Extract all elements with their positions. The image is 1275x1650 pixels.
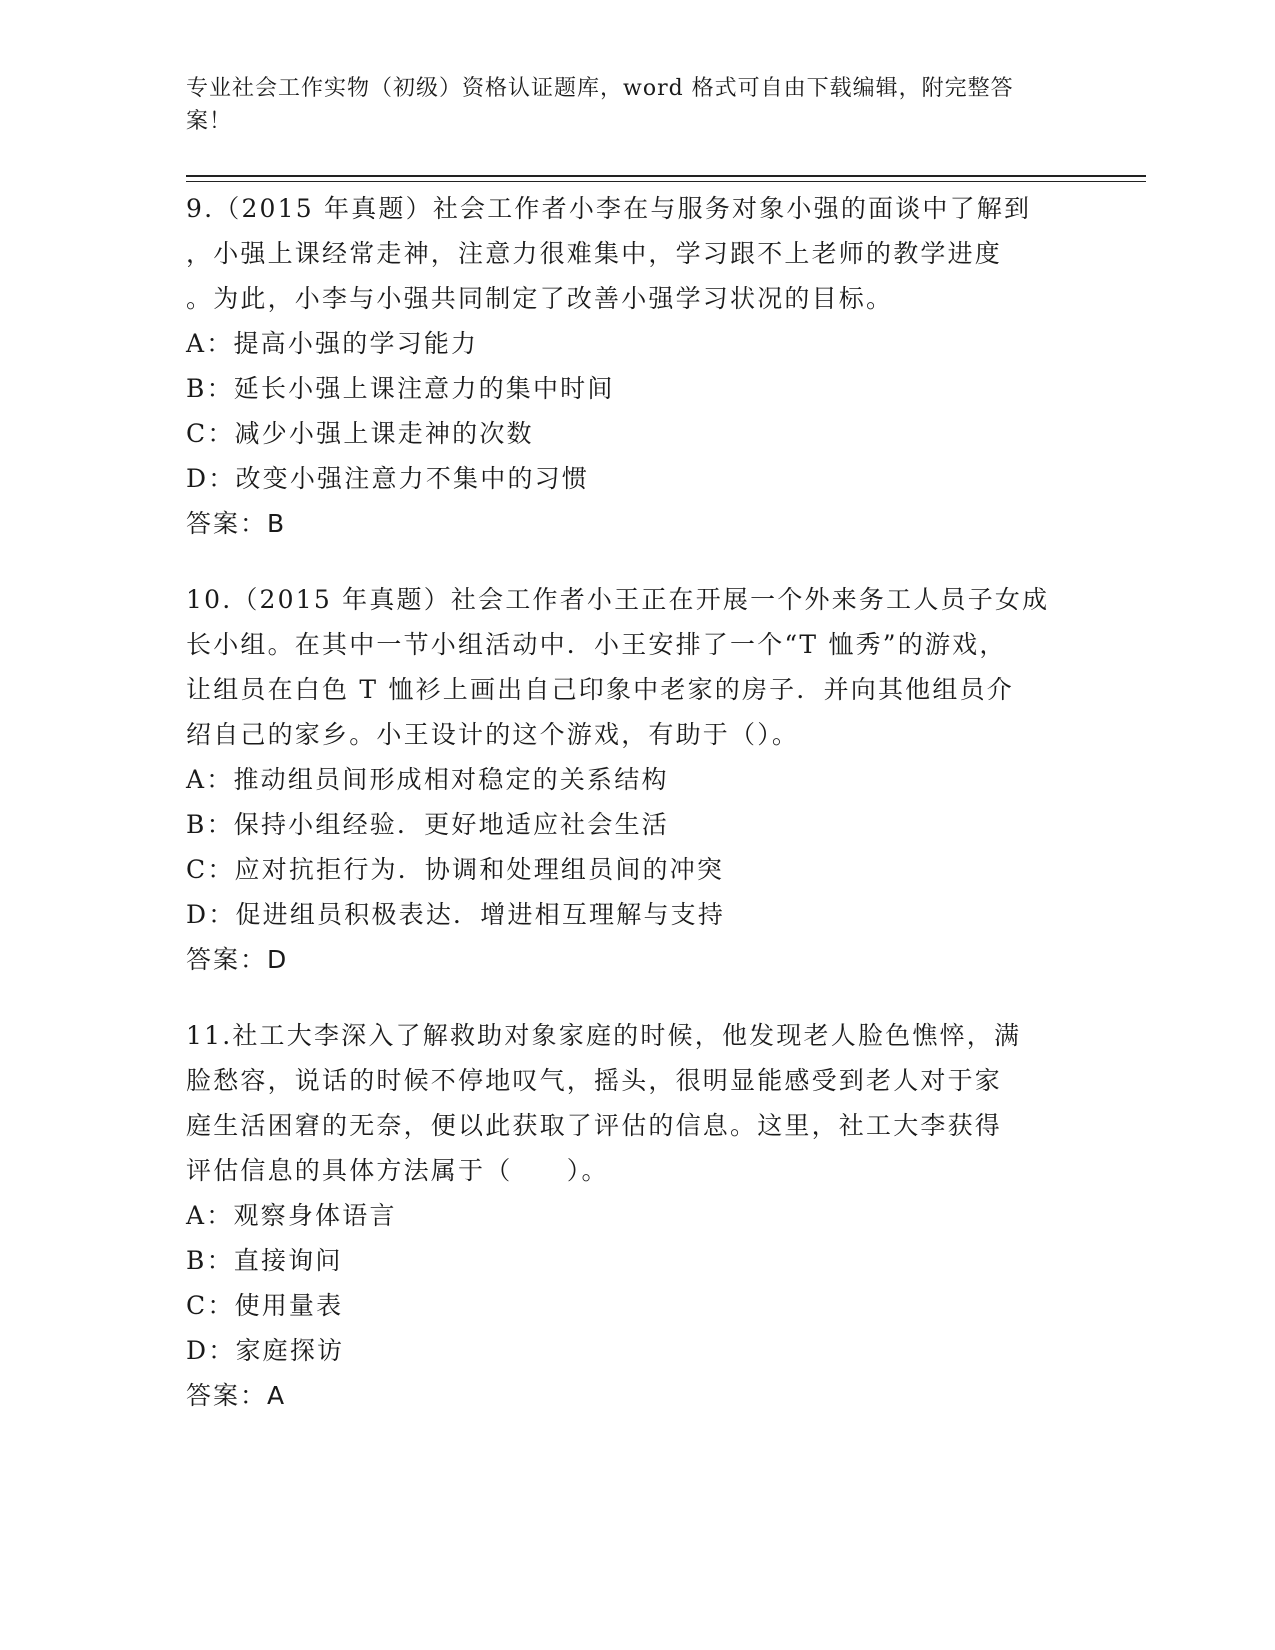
option-c: C：减少小强上课走神的次数 — [186, 419, 534, 448]
question-stem-line: ，小强上课经常走神，注意力很难集中，学习跟不上老师的教学进度 — [186, 239, 1003, 268]
question-11 — [186, 1013, 1086, 1418]
question-stem-line: 脸愁容，说话的时候不停地叹气，摇头，很明显能感受到老人对于家 — [186, 1066, 1003, 1095]
question-9 — [186, 186, 1086, 546]
option-a: A：提高小强的学习能力 — [186, 329, 479, 358]
option-a: A：观察身体语言 — [186, 1201, 397, 1230]
option-b: B：延长小强上课注意力的集中时间 — [186, 374, 615, 403]
document-header — [186, 72, 1066, 138]
answer-line: 答案：A — [186, 1381, 287, 1410]
question-stem-line: 10.（2015 年真题）社会工作者小王正在开展一个外来务工人员子女成 — [186, 585, 1050, 614]
header-divider-thin — [186, 181, 1146, 182]
question-stem-line: 。为此，小李与小强共同制定了改善小强学习状况的目标。 — [186, 284, 894, 313]
question-stem-line: 庭生活困窘的无奈，便以此获取了评估的信息。这里，社工大李获得 — [186, 1111, 1003, 1140]
question-stem-line: 9.（2015 年真题）社会工作者小李在与服务对象小强的面谈中了解到 — [186, 194, 1032, 223]
header-divider-thick — [186, 175, 1146, 177]
question-stem-line: 让组员在白色 T 恤衫上画出自己印象中老家的房子．并向其他组员介 — [186, 675, 1014, 704]
option-c: C：使用量表 — [186, 1291, 344, 1320]
option-d: D：促进组员积极表达．增进相互理解与支持 — [186, 900, 726, 929]
question-stem-line: 评估信息的具体方法属于（ ）。 — [186, 1156, 609, 1185]
answer-line: 答案：B — [186, 509, 287, 538]
option-d: D：改变小强注意力不集中的习惯 — [186, 464, 590, 493]
question-stem-line: 11.社工大李深入了解救助对象家庭的时候，他发现老人脸色憔悴，满 — [186, 1021, 1022, 1050]
option-b: B：直接询问 — [186, 1246, 343, 1275]
option-d: D：家庭探访 — [186, 1336, 345, 1365]
header-line-1: 专业社会工作实物（初级）资格认证题库，word 格式可自由下载编辑，附完整答 — [186, 76, 1014, 101]
question-10 — [186, 577, 1086, 982]
question-stem-line: 长小组。在其中一节小组活动中．小王安排了一个“T 恤秀”的游戏， — [186, 630, 1007, 659]
answer-line: 答案：D — [186, 945, 289, 974]
option-b: B：保持小组经验．更好地适应社会生活 — [186, 810, 669, 839]
option-c: C：应对抗拒行为．协调和处理组员间的冲突 — [186, 855, 725, 884]
question-stem-line: 绍自己的家乡。小王设计的这个游戏，有助于（）。 — [186, 720, 800, 749]
header-line-2: 案！ — [186, 109, 233, 134]
option-a: A：推动组员间形成相对稳定的关系结构 — [186, 765, 669, 794]
